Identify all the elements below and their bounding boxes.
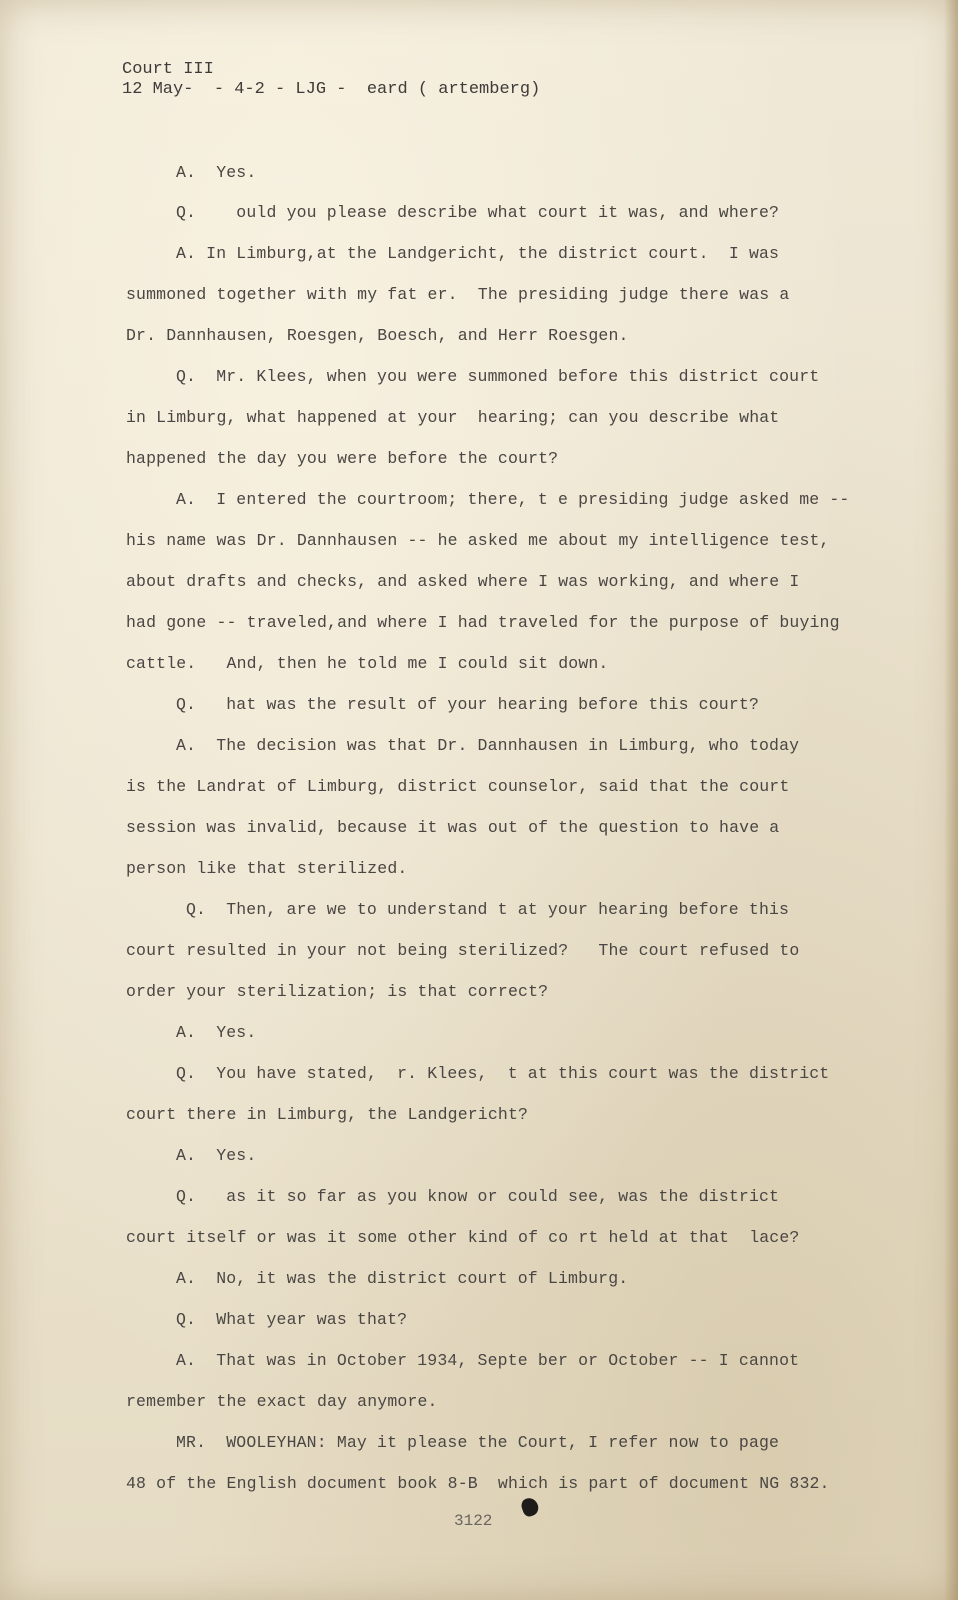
header-session: 12 May- - 4-2 - LJG - eard ( artemberg) — [122, 80, 541, 99]
transcript-line: court itself or was it some other kind of co rt held at that lace? — [126, 1228, 800, 1247]
transcript-line: A. I entered the courtroom; there, t e presiding judge asked me -- — [176, 490, 850, 509]
transcript-line: had gone -- traveled,and where I had traveled for the purpose of buying — [126, 613, 840, 632]
transcript-line: Q. as it so far as you know or could see, was the district — [176, 1187, 780, 1206]
transcript-line: Q. What year was that? — [176, 1310, 408, 1329]
transcript-line: MR. WOOLEYHAN: May it please the Court, I refer now to page — [176, 1433, 780, 1452]
transcript-line: Dr. Dannhausen, Roesgen, Boesch, and Herr Roesgen. — [126, 326, 629, 345]
ink-blot — [519, 1496, 540, 1518]
transcript-line: his name was Dr. Dannhausen -- he asked me about my intelligence test, — [126, 531, 830, 550]
transcript-line: A. That was in October 1934, Septe ber or October -- I cannot — [176, 1351, 800, 1370]
transcript-line: court there in Limburg, the Landgericht? — [126, 1105, 529, 1124]
transcript-line: person like that sterilized. — [126, 859, 408, 878]
transcript-line: A. The decision was that Dr. Dannhausen in Limburg, who today — [176, 736, 800, 755]
transcript-line: Q. You have stated, r. Klees, t at this court was the district — [176, 1064, 830, 1083]
transcript-line: A. Yes. — [176, 1146, 257, 1165]
transcript-line: Q. ould you please describe what court it was, and where? — [176, 203, 780, 222]
transcript-line: cattle. And, then he told me I could sit down. — [126, 654, 609, 673]
header-court: Court III — [122, 60, 214, 79]
transcript-line: about drafts and checks, and asked where I was working, and where I — [126, 572, 800, 591]
transcript-line: Q. hat was the result of your hearing before this court? — [176, 695, 759, 714]
transcript-line: is the Landrat of Limburg, district counselor, said that the court — [126, 777, 790, 796]
page-number: 3122 — [454, 1512, 493, 1530]
transcript-line: court resulted in your not being sterilized? The court refused to — [126, 941, 800, 960]
transcript-line: Q. Then, are we to understand t at your hearing before this — [186, 900, 790, 919]
transcript-line: session was invalid, because it was out of the question to have a — [126, 818, 780, 837]
document-header — [122, 60, 540, 100]
transcript-line: remember the exact day anymore. — [126, 1392, 438, 1411]
transcript-line: happened the day you were before the court? — [126, 449, 559, 468]
transcript-line: in Limburg, what happened at your hearing; can you describe what — [126, 408, 780, 427]
transcript-line: A. Yes. — [176, 163, 257, 182]
transcript-line: A. In Limburg,at the Landgericht, the district court. I was — [176, 244, 780, 263]
transcript-line: 48 of the English document book 8-B which is part of document NG 832. — [126, 1474, 830, 1493]
transcript-line: order your sterilization; is that correct? — [126, 982, 549, 1001]
transcript-line: summoned together with my fat er. The presiding judge there was a — [126, 285, 790, 304]
transcript-line: A. Yes. — [176, 1023, 257, 1042]
transcript-line: A. No, it was the district court of Limburg. — [176, 1269, 629, 1288]
transcript-line: Q. Mr. Klees, when you were summoned before this district court — [176, 367, 820, 386]
